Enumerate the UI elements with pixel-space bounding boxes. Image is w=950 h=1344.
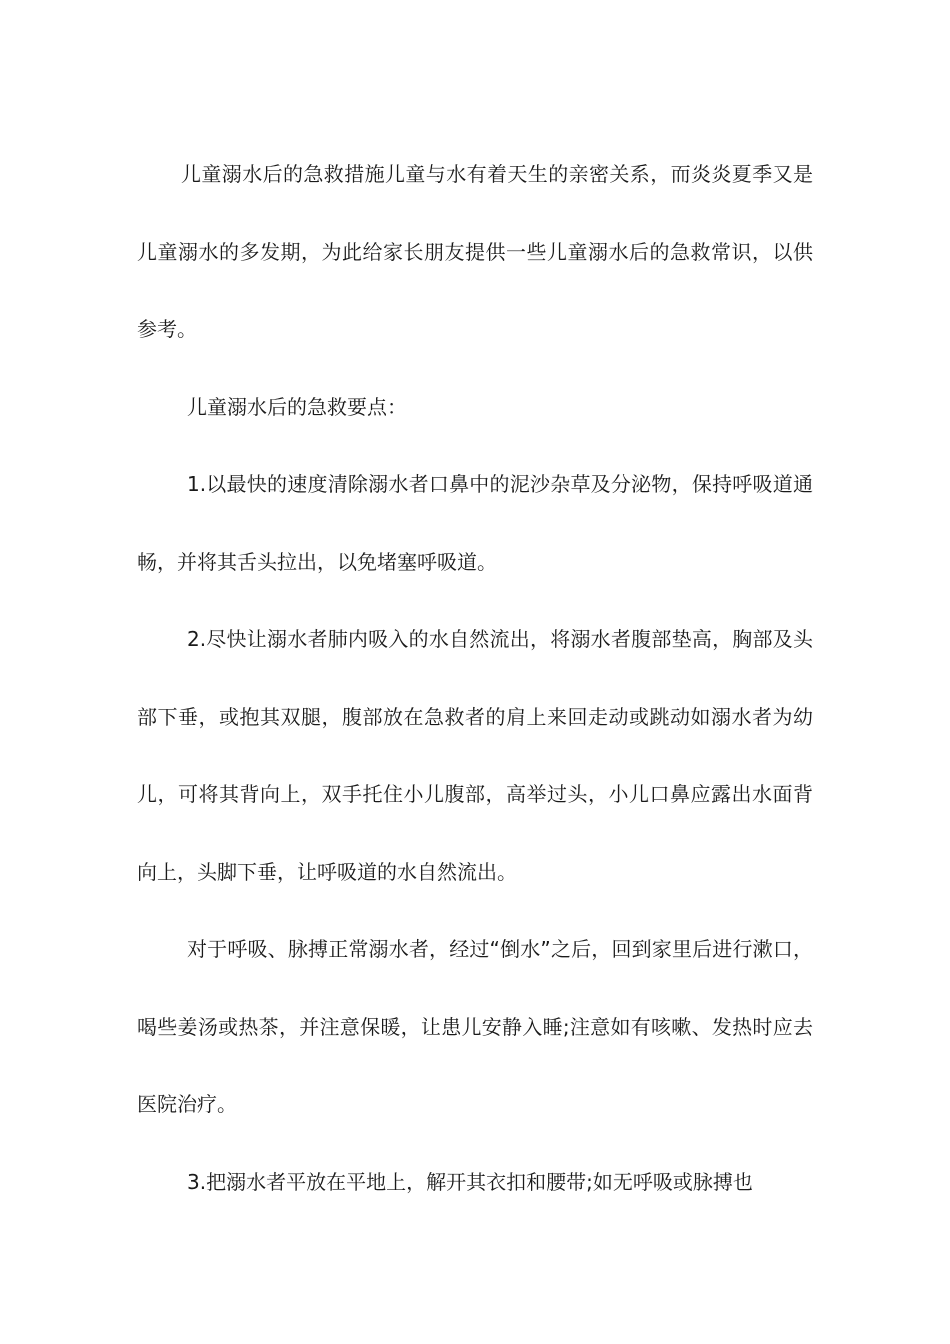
aftercare-paragraph: 对于呼吸、脉搏正常溺水者，经过“倒水”之后，回到家里后进行漱口，喝些姜汤或热茶，并注意保暖，让患儿安静入睡;注意如有咳嗽、发热时应去医院治疗。 — [137, 937, 813, 1116]
document-body — [137, 136, 813, 1221]
intro-paragraph: 儿童溺水后的急救措施儿童与水有着天生的亲密关系，而炎炎夏季又是儿童溺水的多发期，为此给家长朋友提供一些儿童溺水后的急救常识，以供参考。 — [137, 162, 813, 341]
step-2-paragraph: 2.尽快让溺水者肺内吸入的水自然流出，将溺水者腹部垫高，胸部及头部下垂，或抱其双腿，腹部放在急救者的肩上来回走动或跳动如溺水者为幼儿，可将其背向上，双手托住小儿腹部，高举过头，小儿口鼻应露出水面背向上，头脚下垂，让呼吸道的水自然流出。 — [137, 627, 813, 884]
key-points-heading: 儿童溺水后的急救要点： — [187, 394, 407, 419]
step-3-paragraph: 3.把溺水者平放在平地上，解开其衣扣和腰带;如无呼吸或脉搏也 — [187, 1169, 753, 1194]
step-1-paragraph: 1.以最快的速度清除溺水者口鼻中的泥沙杂草及分泌物，保持呼吸道通畅，并将其舌头拉出，以免堵塞呼吸道。 — [137, 472, 813, 574]
